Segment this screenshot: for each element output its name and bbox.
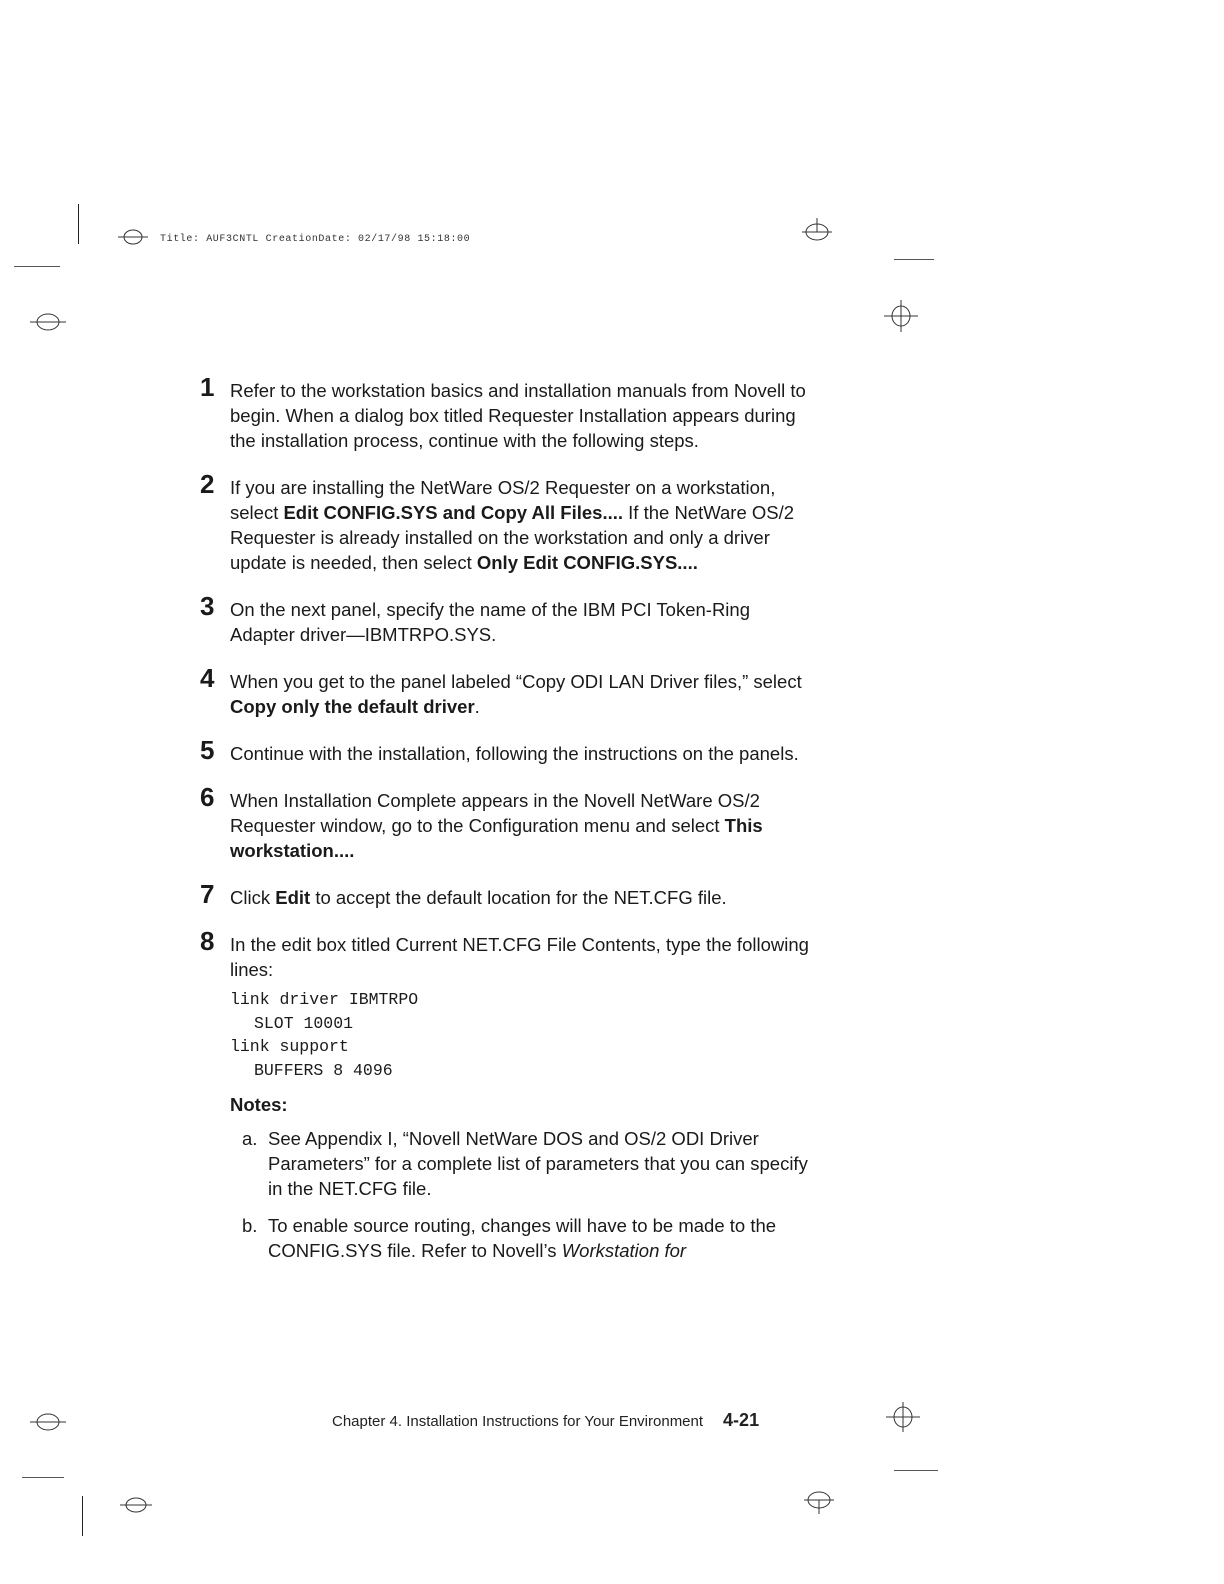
notes-heading: Notes: (230, 1094, 288, 1115)
crop-line-top-right-horizontal (894, 259, 934, 260)
step-number: 8 (200, 926, 215, 956)
registration-mark-icon (30, 310, 66, 334)
code-line: link support (230, 1037, 349, 1056)
registration-mark-icon (800, 216, 834, 246)
step-text: Click Edit to accept the default location for the NET.CFG file. (230, 887, 727, 908)
step-8 (200, 926, 810, 1082)
page-footer (332, 1410, 759, 1431)
step-number: 4 (200, 663, 215, 693)
print-header: Title: AUF3CNTL CreationDate: 02/17/98 15:18:00 (160, 234, 471, 245)
note-label: a. (242, 1128, 258, 1149)
step-text: On the next panel, specify the name of the IBM PCI Token-Ring Adapter driver—IBMTRPO.SYS. (230, 599, 750, 645)
step-text: If you are installing the NetWare OS/2 Requester on a workstation, select Edit CONFIG.SYS and Copy All Files.... If the NetWare OS/2 Requester is already installed on the workstation and only a driver update is needed, then select Only Edit CONFIG.SYS.... (230, 477, 795, 573)
code-line: link driver IBMTRPO (230, 990, 419, 1009)
registration-mark-icon (118, 228, 148, 246)
note-text: To enable source routing, changes will have to be made to the CONFIG.SYS file. Refer to Novell’s (268, 1215, 777, 1261)
menu-option-this-workstation: This workstation.... (230, 815, 763, 861)
note-text: See Appendix I, “Novell NetWare DOS and OS/2 ODI Driver Parameters” for a complete list of parameters that you can specify in the NET.CFG file. (268, 1128, 808, 1199)
step-text: Refer to the workstation basics and installation manuals from Novell to begin. When a dialog box titled Requester Installation appears during the installation process, continue with the following steps. (230, 380, 806, 451)
code-line: BUFFERS 8 4096 (254, 1060, 393, 1080)
registration-mark-icon (120, 1494, 152, 1516)
note-b (200, 1213, 810, 1263)
step-4 (200, 663, 810, 719)
note-a (200, 1126, 810, 1201)
step-text: In the edit box titled Current NET.CFG File Contents, type the following lines: (230, 934, 809, 980)
note-label: b. (242, 1215, 258, 1236)
crop-line-bottom-left-vertical (82, 1496, 83, 1536)
step-number: 7 (200, 879, 215, 909)
step-number: 2 (200, 469, 215, 499)
registration-mark-icon (802, 1486, 836, 1516)
step-6 (200, 782, 810, 863)
menu-option-edit-and-copy: Edit CONFIG.SYS and Copy All Files.... (283, 502, 624, 523)
code-block (230, 988, 810, 1082)
step-number: 5 (200, 735, 215, 765)
registration-mark-icon (30, 1410, 66, 1434)
step-3 (200, 591, 810, 647)
crop-line-bottom-left-horizontal (22, 1477, 64, 1478)
registration-mark-icon (886, 1400, 920, 1434)
step-1 (200, 372, 810, 453)
step-5 (200, 735, 810, 766)
step-2 (200, 469, 810, 575)
crop-line-bottom-right-horizontal (894, 1470, 938, 1471)
registration-mark-icon (884, 298, 918, 334)
page-number: 4-21 (723, 1410, 760, 1430)
step-number: 1 (200, 372, 215, 402)
edit-button-reference: Edit (275, 887, 311, 908)
code-line: SLOT 10001 (254, 1013, 354, 1033)
step-list (200, 372, 810, 1275)
step-text: When Installation Complete appears in the Novell NetWare OS/2 Requester window, go to the Configuration menu and select This workstation.... (230, 790, 763, 861)
step-number: 6 (200, 782, 215, 812)
step-text: Continue with the installation, following the instructions on the panels. (230, 743, 799, 764)
crop-line-top-left-horizontal (14, 266, 60, 267)
option-copy-default-driver: Copy only the default driver (230, 696, 475, 717)
step-text: When you get to the panel labeled “Copy ODI LAN Driver files,” select Copy only the default driver. (230, 671, 802, 717)
step-number: 3 (200, 591, 215, 621)
step-7 (200, 879, 810, 910)
crop-line-top-left-vertical (78, 204, 79, 244)
book-title: Workstation for (561, 1240, 687, 1261)
menu-option-only-edit: Only Edit CONFIG.SYS.... (476, 552, 698, 573)
chapter-title: Chapter 4. Installation Instructions for Your Environment (332, 1413, 704, 1430)
